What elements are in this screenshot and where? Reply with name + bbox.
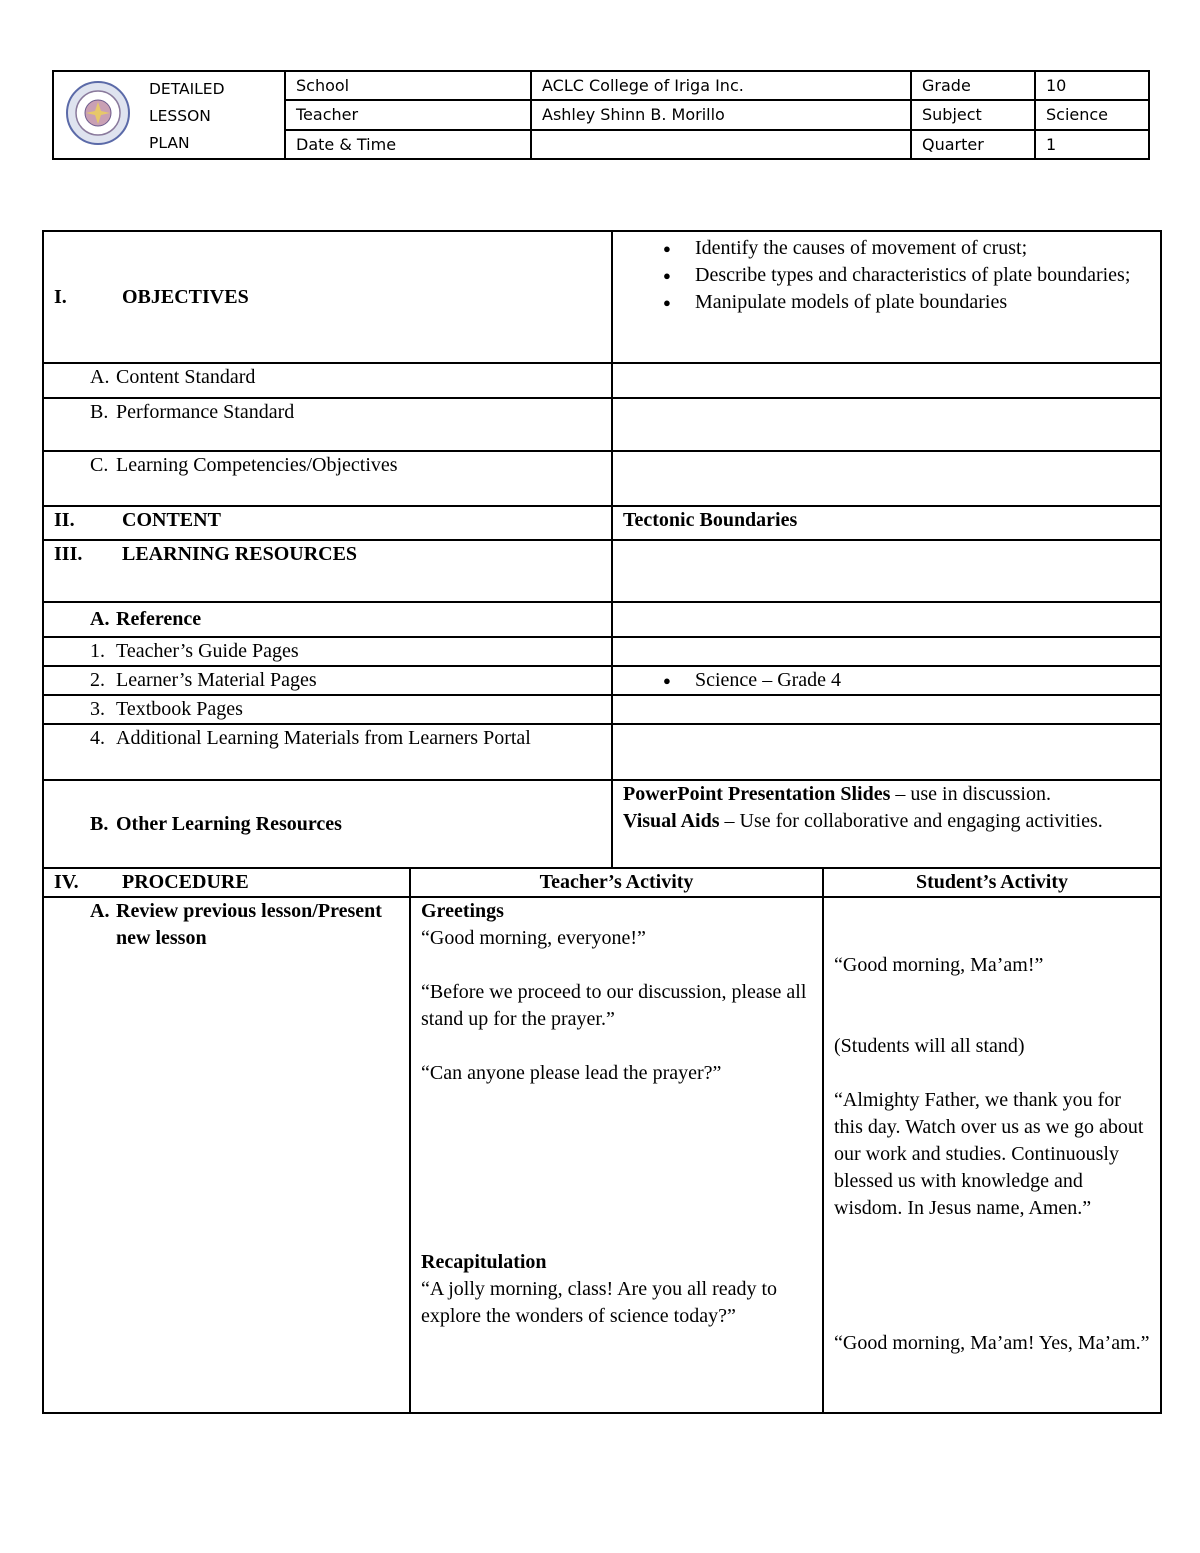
resources-heading [43,540,612,602]
item-label: Performance Standard [116,401,295,423]
teacher-stand-instruction: “Before we proceed to our discussion, please all stand up for the prayer.” [421,981,807,1030]
competencies-label [43,451,612,506]
objectives-list [623,235,1150,316]
teacher-recap: “A jolly morning, class! Are you all ready to explore the wonders of science today?” [421,1278,778,1327]
subject-label: Subject [911,100,1035,129]
content-standard-value [612,363,1161,398]
reference-value [612,602,1161,637]
resource-name: Visual Aids [623,810,720,832]
learners-material-value: ● Science – Grade 4 [695,667,1150,694]
content-standard-label [43,363,612,398]
item-label: Learning Competencies/Objectives [116,454,398,476]
section-numeral: IV. [54,871,79,893]
student-stand: (Students will all stand) [834,1035,1025,1057]
student-reply: “Good morning, Ma’am! Yes, Ma’am.” [834,1332,1150,1354]
school-value: ACLC College of Iriga Inc. [531,71,911,100]
student-activity-cell [823,897,1161,1413]
deped-seal [53,71,141,159]
header-table [52,70,1150,160]
quarter-value: 1 [1035,130,1149,159]
objective-item: ● Identify the causes of movement of crust; [695,235,1150,262]
lesson-plan-table [42,230,1162,1414]
item-number: 2. [90,669,105,691]
item-letter: B. [90,812,109,835]
learners-material-list [623,667,1150,694]
content-value: Tectonic Boundaries [612,506,1161,540]
student-prayer: “Almighty Father, we thank you for this day. Watch over us as we go about our work and studies. Continuously blessed us with knowledge and wisdom. In Jesus name, Amen.” [834,1089,1144,1219]
section-title: CONTENT [122,509,221,531]
learners-material-label [43,666,612,695]
teacher-value: Ashley Shinn B. Morillo [531,100,911,129]
teacher-activity-cell [410,897,823,1413]
datetime-value [531,130,911,159]
item-number: 1. [90,640,105,662]
content-heading [43,506,612,540]
resource-name: PowerPoint Presentation Slides [623,783,891,805]
other-resource-line [623,781,1150,808]
item-label: Content Standard [116,366,256,388]
procedure-heading [43,868,410,897]
resources-value [612,540,1161,602]
objective-item: ● Manipulate models of plate boundaries [695,289,1150,316]
item-letter: A. [90,608,110,630]
review-lesson-label [43,897,410,1413]
grade-value: 10 [1035,71,1149,100]
item-label: Other Learning Resources [116,812,342,835]
subject-value: Science [1035,100,1149,129]
objective-item: ● Describe types and characteristics of plate boundaries; [695,262,1150,289]
additional-materials-label [43,724,612,780]
resource-use: – use in discussion. [890,783,1051,805]
additional-materials-value [612,724,1161,780]
school-label: School [285,71,531,100]
item-letter: A. [90,366,110,388]
datetime-label: Date & Time [285,130,531,159]
other-resources-label [43,780,612,868]
resource-use: – Use for collaborative and engaging activities. [719,810,1103,832]
other-resources-value [612,780,1161,868]
section-title: LEARNING RESOURCES [122,543,358,565]
reference-label [43,602,612,637]
item-number: 3. [90,698,105,720]
performance-standard-label [43,398,612,451]
item-letter: C. [90,454,109,476]
objectives-list-cell [612,231,1161,363]
doc-type-line: DETAILED [149,80,225,98]
item-letter: A. [90,900,110,922]
item-label: Textbook Pages [116,698,243,720]
doc-type-line: LESSON [149,107,211,125]
seal-icon [65,80,131,146]
textbook-value [612,695,1161,724]
teacher-prayer-request: “Can anyone please lead the prayer?” [421,1062,722,1084]
teacher-activity-header: Teacher’s Activity [410,868,823,897]
student-greet: “Good morning, Ma’am!” [834,954,1044,976]
doc-type-line: PLAN [149,134,190,152]
competencies-value [612,451,1161,506]
item-label: Teacher’s Guide Pages [116,640,299,662]
item-label: Additional Learning Materials from Learners Portal [116,727,531,749]
section-title: OBJECTIVES [122,285,249,308]
item-label: Reference [116,608,202,630]
teachers-guide-value [612,637,1161,666]
section-title: PROCEDURE [122,871,249,893]
student-activity-header: Student’s Activity [823,868,1161,897]
performance-standard-value [612,398,1161,451]
section-numeral: III. [54,543,83,565]
textbook-label [43,695,612,724]
objectives-heading [43,231,612,363]
section-numeral: I. [54,285,67,308]
recapitulation-title: Recapitulation [421,1251,547,1273]
grade-label: Grade [911,71,1035,100]
quarter-label: Quarter [911,130,1035,159]
greetings-title: Greetings [421,900,504,922]
teacher-label: Teacher [285,100,531,129]
item-label: Learner’s Material Pages [116,669,317,691]
learners-material-value-cell [612,666,1161,695]
section-numeral: II. [54,509,75,531]
item-letter: B. [90,401,109,423]
doc-type-label [141,71,285,159]
teachers-guide-label [43,637,612,666]
teacher-greet: “Good morning, everyone!” [421,927,646,949]
item-label: Review previous lesson/Present new lesson [116,900,382,949]
other-resource-line [623,808,1150,835]
item-number: 4. [90,727,105,749]
